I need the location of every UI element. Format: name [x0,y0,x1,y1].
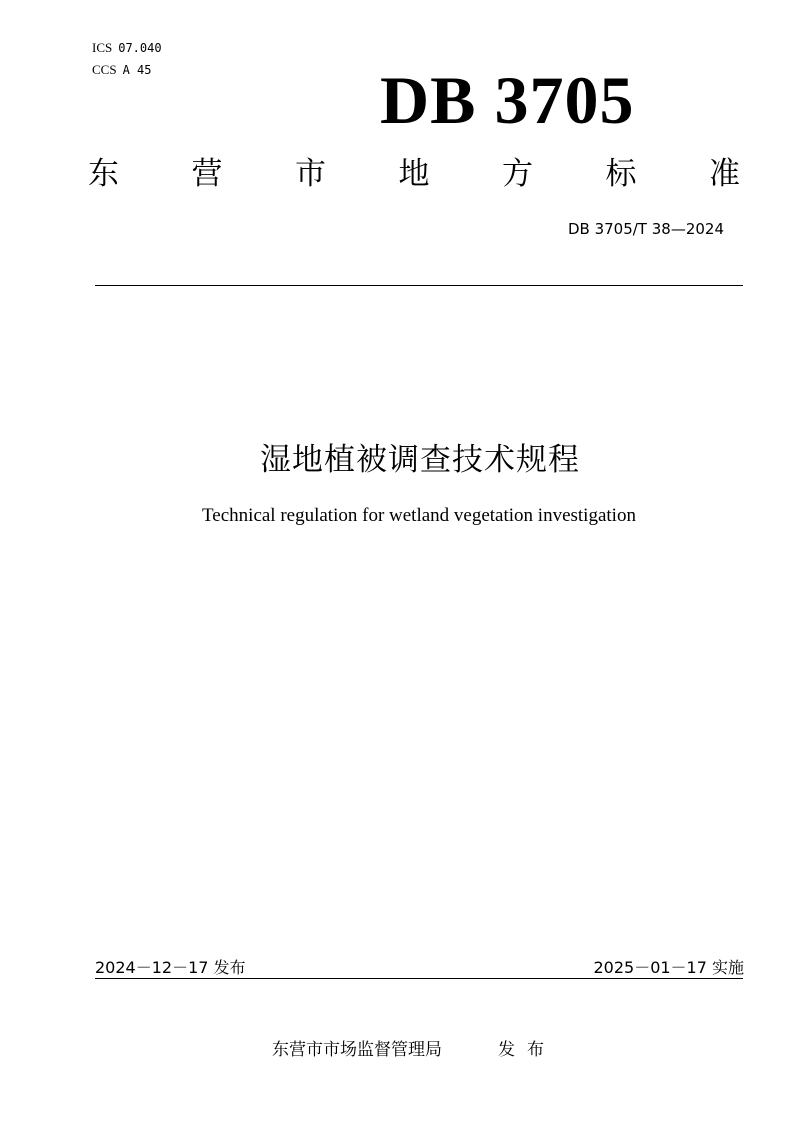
header-divider [95,285,743,286]
implementation-date: 2025－01－17 实施 [593,958,744,977]
standard-number: DB 3705/T 38—2024 [567,220,724,238]
ics-label: ICS [92,40,113,55]
publish-word: 发布 [498,1040,556,1060]
footer-divider [95,978,743,979]
ics-code [92,39,162,57]
title-english: Technical regulation for wetland vegetation investigation [202,505,636,526]
standard-type-char: 标 [605,156,637,192]
standard-type-char: 地 [398,156,430,192]
title-chinese: 湿地植被调查技术规程 [260,442,580,478]
ccs-label: CCS [92,62,117,77]
issue-date: 2024－12－17 发布 [95,958,246,977]
standard-type-char: 方 [502,156,533,192]
standard-type-char: 准 [709,156,740,192]
standard-type-char: 营 [191,156,223,192]
standard-type-char: 市 [295,156,326,192]
standard-type-char: 东 [88,156,119,192]
ccs-code [92,61,151,79]
ics-value: 07.040 [118,41,162,55]
ccs-value: A 45 [122,63,152,77]
publisher: 东营市市场监督管理局 [272,1040,442,1060]
standard-type-heading [88,152,740,196]
db-standard-mark: DB 3705 [380,62,635,138]
